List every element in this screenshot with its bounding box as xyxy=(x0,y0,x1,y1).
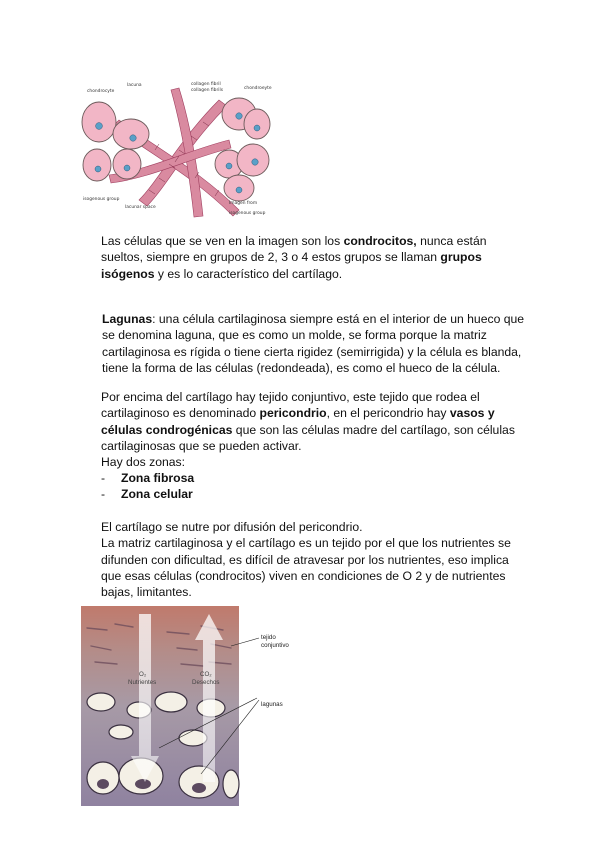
list-bullet: - xyxy=(101,487,106,502)
arrow-label-desechos: Desechos xyxy=(192,679,220,686)
arrow-label-nutrientes: Nutrientes xyxy=(128,679,157,686)
fig1-label: chondrocyte xyxy=(87,89,115,94)
chondrocyte-illustration xyxy=(79,80,277,220)
fig1-label: isogenous group xyxy=(229,211,266,216)
text-run: nunca están sueltos, siempre en grupos de 2, 3 o 4 estos grupos se llaman xyxy=(101,234,487,265)
text-run: Por encima del cartílago hay tejido conjuntivo, este tejido que rodea el cartilaginoso es denominado xyxy=(101,390,480,421)
fig1-label: collagen fibrils xyxy=(191,88,223,93)
label-lagunas: lagunas xyxy=(261,701,283,708)
fig1-label: lacunar space xyxy=(125,205,156,210)
intro-paragraph xyxy=(101,233,531,282)
bold-term: grupos isógenos xyxy=(101,250,482,281)
text-run: y es lo característico del cartílago. xyxy=(154,266,343,281)
pericondrio-paragraph xyxy=(101,389,531,470)
bold-term: pericondrio xyxy=(259,406,327,421)
text-run: La matriz cartilaginosa y el cartílago es un tejido por el que los nutrientes se difunden con dificultad, es difícil de atravesar por los nutrientes, eso implica que esas células (condrocitos) viven en condiciones de O 2 y de nutrientes bajas, limitantes. xyxy=(101,536,511,600)
text-run: que son las células madre del cartílago, son células cartilaginosas que se pueden activar. xyxy=(101,422,515,453)
bold-term: condrocitos, xyxy=(343,234,417,248)
fig1-label: isogenous group xyxy=(83,197,120,202)
text-run: , en el pericondrio hay xyxy=(326,406,450,421)
label-tejido: tejido xyxy=(261,634,276,641)
list-item-label: Zona fibrosa xyxy=(121,471,195,485)
text-run: Hay dos zonas: xyxy=(101,455,186,470)
bold-term: Lagunas xyxy=(102,312,153,326)
text-run: El cartílago se nutre por difusión del pericondrio. xyxy=(101,520,363,534)
label-conjuntivo: conjuntivo xyxy=(261,642,289,649)
lagunas-paragraph xyxy=(102,311,533,376)
fig1-label: chondroeyte xyxy=(244,86,272,91)
list-item xyxy=(101,470,194,486)
list-bullet: - xyxy=(101,471,106,485)
fig1-label: Imagen from xyxy=(229,201,258,206)
arrow-label-co2: CO₂ xyxy=(200,671,212,678)
list-item xyxy=(101,486,194,502)
arrow-label-o2: O₂ xyxy=(139,671,147,678)
bold-term: vasos y células condrogénicas xyxy=(101,406,495,437)
cartilage-micrograph xyxy=(81,606,321,806)
zones-list xyxy=(101,470,194,503)
text-run: : una célula cartilaginosa siempre está en el interior de un hueco que se denomina laguna, que es como un molde, se forma porque la matriz cartilaginosa es rígida o tiene cierta rigidez (semirrigida) y la célula es blanda, tiene la forma de las células (redondeada), es como el hueco de la célula. xyxy=(102,312,525,375)
fig1-label: collagen fibril xyxy=(191,82,221,87)
list-item-label: Zona celular xyxy=(121,487,193,502)
fig1-label: lacuna xyxy=(127,83,142,88)
nutrition-paragraph xyxy=(101,519,531,600)
text-run: Las células que se ven en la imagen son los xyxy=(101,234,344,248)
